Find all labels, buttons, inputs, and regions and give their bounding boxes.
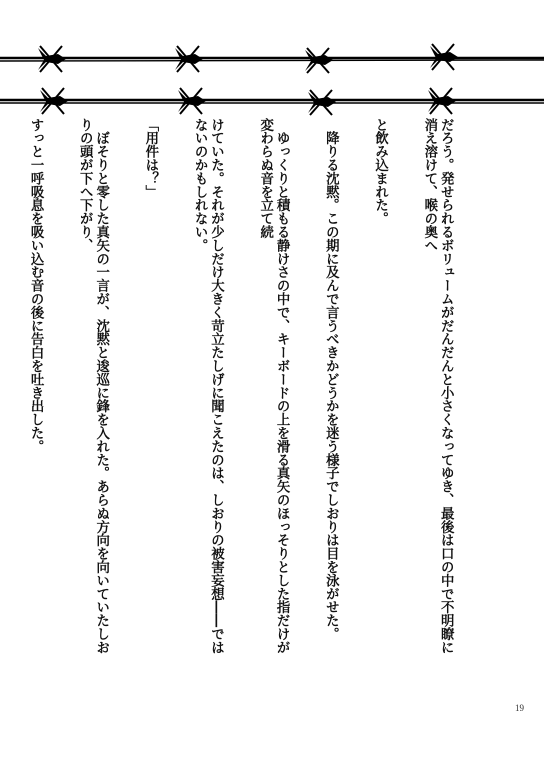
text-line: けていた。それが少しだけ大きく苛立たしげに聞こえたのは、しおりの被害妄想――ではないのかもしれない。 xyxy=(192,118,224,654)
novel-body-text xyxy=(0,118,486,663)
text-line: と飲み込まれた。 xyxy=(372,118,388,226)
barbed-wire-top-decoration xyxy=(0,40,544,80)
text-line: 「用件は？」 xyxy=(142,118,158,199)
page-number: 19 xyxy=(515,703,524,713)
barbed-wire-bottom-decoration xyxy=(0,82,544,122)
text-line: だろう。発せられるボリュームがだんだんと小さくなってゆき、最後は口の中で不明瞭に消え溶けて、喉の奥へ xyxy=(421,118,454,654)
text-line: 降りる沈黙。この期に及んで言うべきかどうかを迷う様子でしおりは目を泳がせた。 xyxy=(323,118,339,641)
text-line: ぼそりと零した真矢の一言が、沈黙と逡巡に鋒を入れた。あらぬ方向を向いていたしおりの頭が下へ下がり、 xyxy=(77,118,109,654)
text-line: すっと一呼吸息を吸い込む音の後に告白を吐き出した。 xyxy=(28,118,44,453)
text-line: ゆっくりと積もる静けさの中で、キーボードの上を滑る真矢のほっそりとした指だけが変わらぬ音を立て続 xyxy=(257,118,290,654)
